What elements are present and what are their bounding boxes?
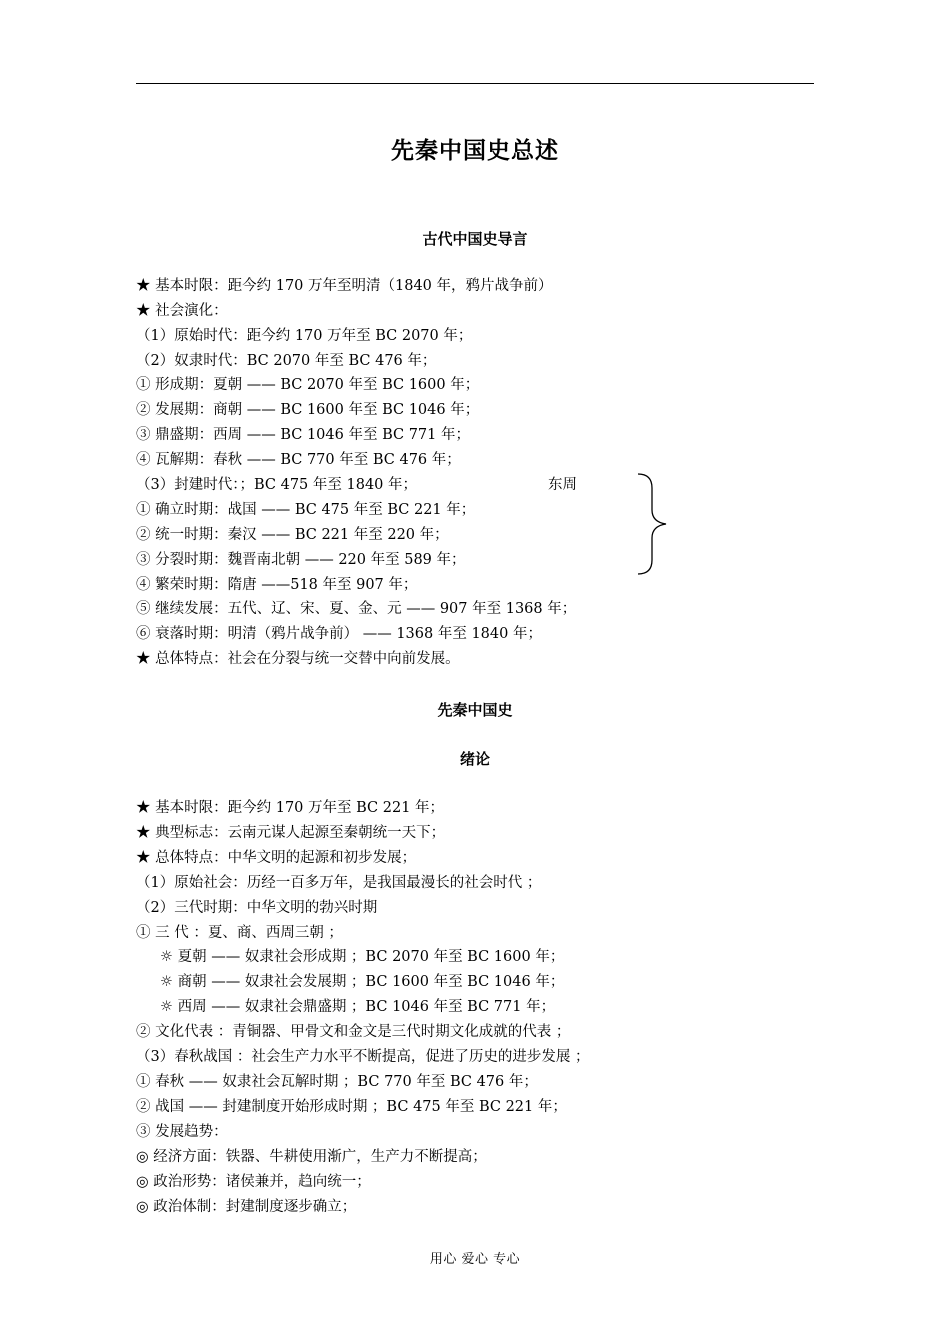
section-subheading-intro: 绪论 bbox=[459, 750, 490, 768]
text-line: ☼ 商朝 —— 奴隶社会发展期 ；BC 1600 年至 BC 1046 年； bbox=[160, 974, 565, 990]
text-line: ◎ 经济方面：铁器、牛耕使用渐广，生产力不断提高； bbox=[136, 1149, 487, 1165]
header-rule bbox=[136, 83, 814, 84]
text-line: （3）封建时代：；BC 475 年至 1840 年； bbox=[136, 477, 418, 493]
text-line: ★ 总体特点：中华文明的起源和初步发展； bbox=[136, 850, 417, 866]
text-line: ③ 发展趋势： bbox=[136, 1124, 228, 1140]
text-line: ③ 鼎盛期：西周 —— BC 1046 年至 BC 771 年； bbox=[136, 427, 470, 443]
text-line: ④ 繁荣时期：隋唐 ——518 年至 907 年； bbox=[136, 577, 418, 593]
section-heading-preqin: 先秦中国史 bbox=[437, 701, 513, 719]
document-title: 先秦中国史总述 bbox=[391, 138, 559, 164]
text-line: ① 三 代 ：夏、商、西周三朝 ； bbox=[136, 925, 343, 941]
text-line: ③ 分裂时期：魏晋南北朝 —— 220 年至 589 年； bbox=[136, 552, 466, 568]
page-footer: 用心 爱心 专心 bbox=[429, 1252, 521, 1267]
text-line: ② 发展期：商朝 —— BC 1600 年至 BC 1046 年； bbox=[136, 402, 480, 418]
text-line: （2）奴隶时代：BC 2070 年至 BC 476 年； bbox=[136, 353, 437, 369]
curly-brace-icon bbox=[636, 472, 672, 576]
text-line: ☼ 西周 —— 奴隶社会鼎盛期 ；BC 1046 年至 BC 771 年； bbox=[160, 999, 556, 1015]
text-line: ① 确立时期：战国 —— BC 475 年至 BC 221 年； bbox=[136, 502, 476, 518]
text-line: （1）原始社会：历经一百多万年，是我国最漫长的社会时代 ； bbox=[136, 875, 542, 891]
text-line: ⑥ 衰落时期：明清（鸦片战争前） —— 1368 年至 1840 年； bbox=[136, 626, 542, 642]
text-line: ① 形成期：夏朝 —— BC 2070 年至 BC 1600 年； bbox=[136, 377, 480, 393]
text-line: ④ 瓦解期：春秋 —— BC 770 年至 BC 476 年； bbox=[136, 452, 461, 468]
text-line: ② 战国 —— 封建制度开始形成时期 ；BC 475 年至 BC 221 年； bbox=[136, 1099, 567, 1115]
text-line: ★ 社会演化： bbox=[136, 303, 228, 319]
text-line: （1）原始时代：距今约 170 万年至 BC 2070 年； bbox=[136, 328, 473, 344]
text-line: ★ 基本时限：距今约 170 万年至 BC 221 年； bbox=[136, 800, 445, 816]
text-line: ◎ 政治体制：封建制度逐步确立； bbox=[136, 1199, 357, 1215]
text-line: （3）春秋战国 ：社会生产力水平不断提高，促进了历史的进步发展 ； bbox=[136, 1049, 590, 1065]
brace-label: 东周 bbox=[548, 477, 577, 493]
text-line: （2）三代时期：中华文明的勃兴时期 bbox=[136, 900, 378, 916]
text-line: ② 文化代表 ：青铜器、甲骨文和金文是三代时期文化成就的代表 ； bbox=[136, 1024, 571, 1040]
text-line: ② 统一时期：秦汉 —— BC 221 年至 220 年； bbox=[136, 527, 449, 543]
section-heading-intro: 古代中国史导言 bbox=[422, 230, 528, 248]
text-line: ① 春秋 —— 奴隶社会瓦解时期 ；BC 770 年至 BC 476 年； bbox=[136, 1074, 538, 1090]
text-line: ☼ 夏朝 —— 奴隶社会形成期 ；BC 2070 年至 BC 1600 年； bbox=[160, 949, 565, 965]
text-line: ★ 典型标志：云南元谋人起源至秦朝统一天下； bbox=[136, 825, 446, 841]
text-line: ★ 总体特点：社会在分裂与统一交替中向前发展。 bbox=[136, 651, 460, 667]
text-line: ◎ 政治形势：诸侯兼并，趋向统一； bbox=[136, 1174, 371, 1190]
text-line: ⑤ 继续发展：五代、辽、宋、夏、金、元 —— 907 年至 1368 年； bbox=[136, 601, 577, 617]
text-line: ★ 基本时限：距今约 170 万年至明清（1840 年，鸦片战争前） bbox=[136, 278, 553, 294]
